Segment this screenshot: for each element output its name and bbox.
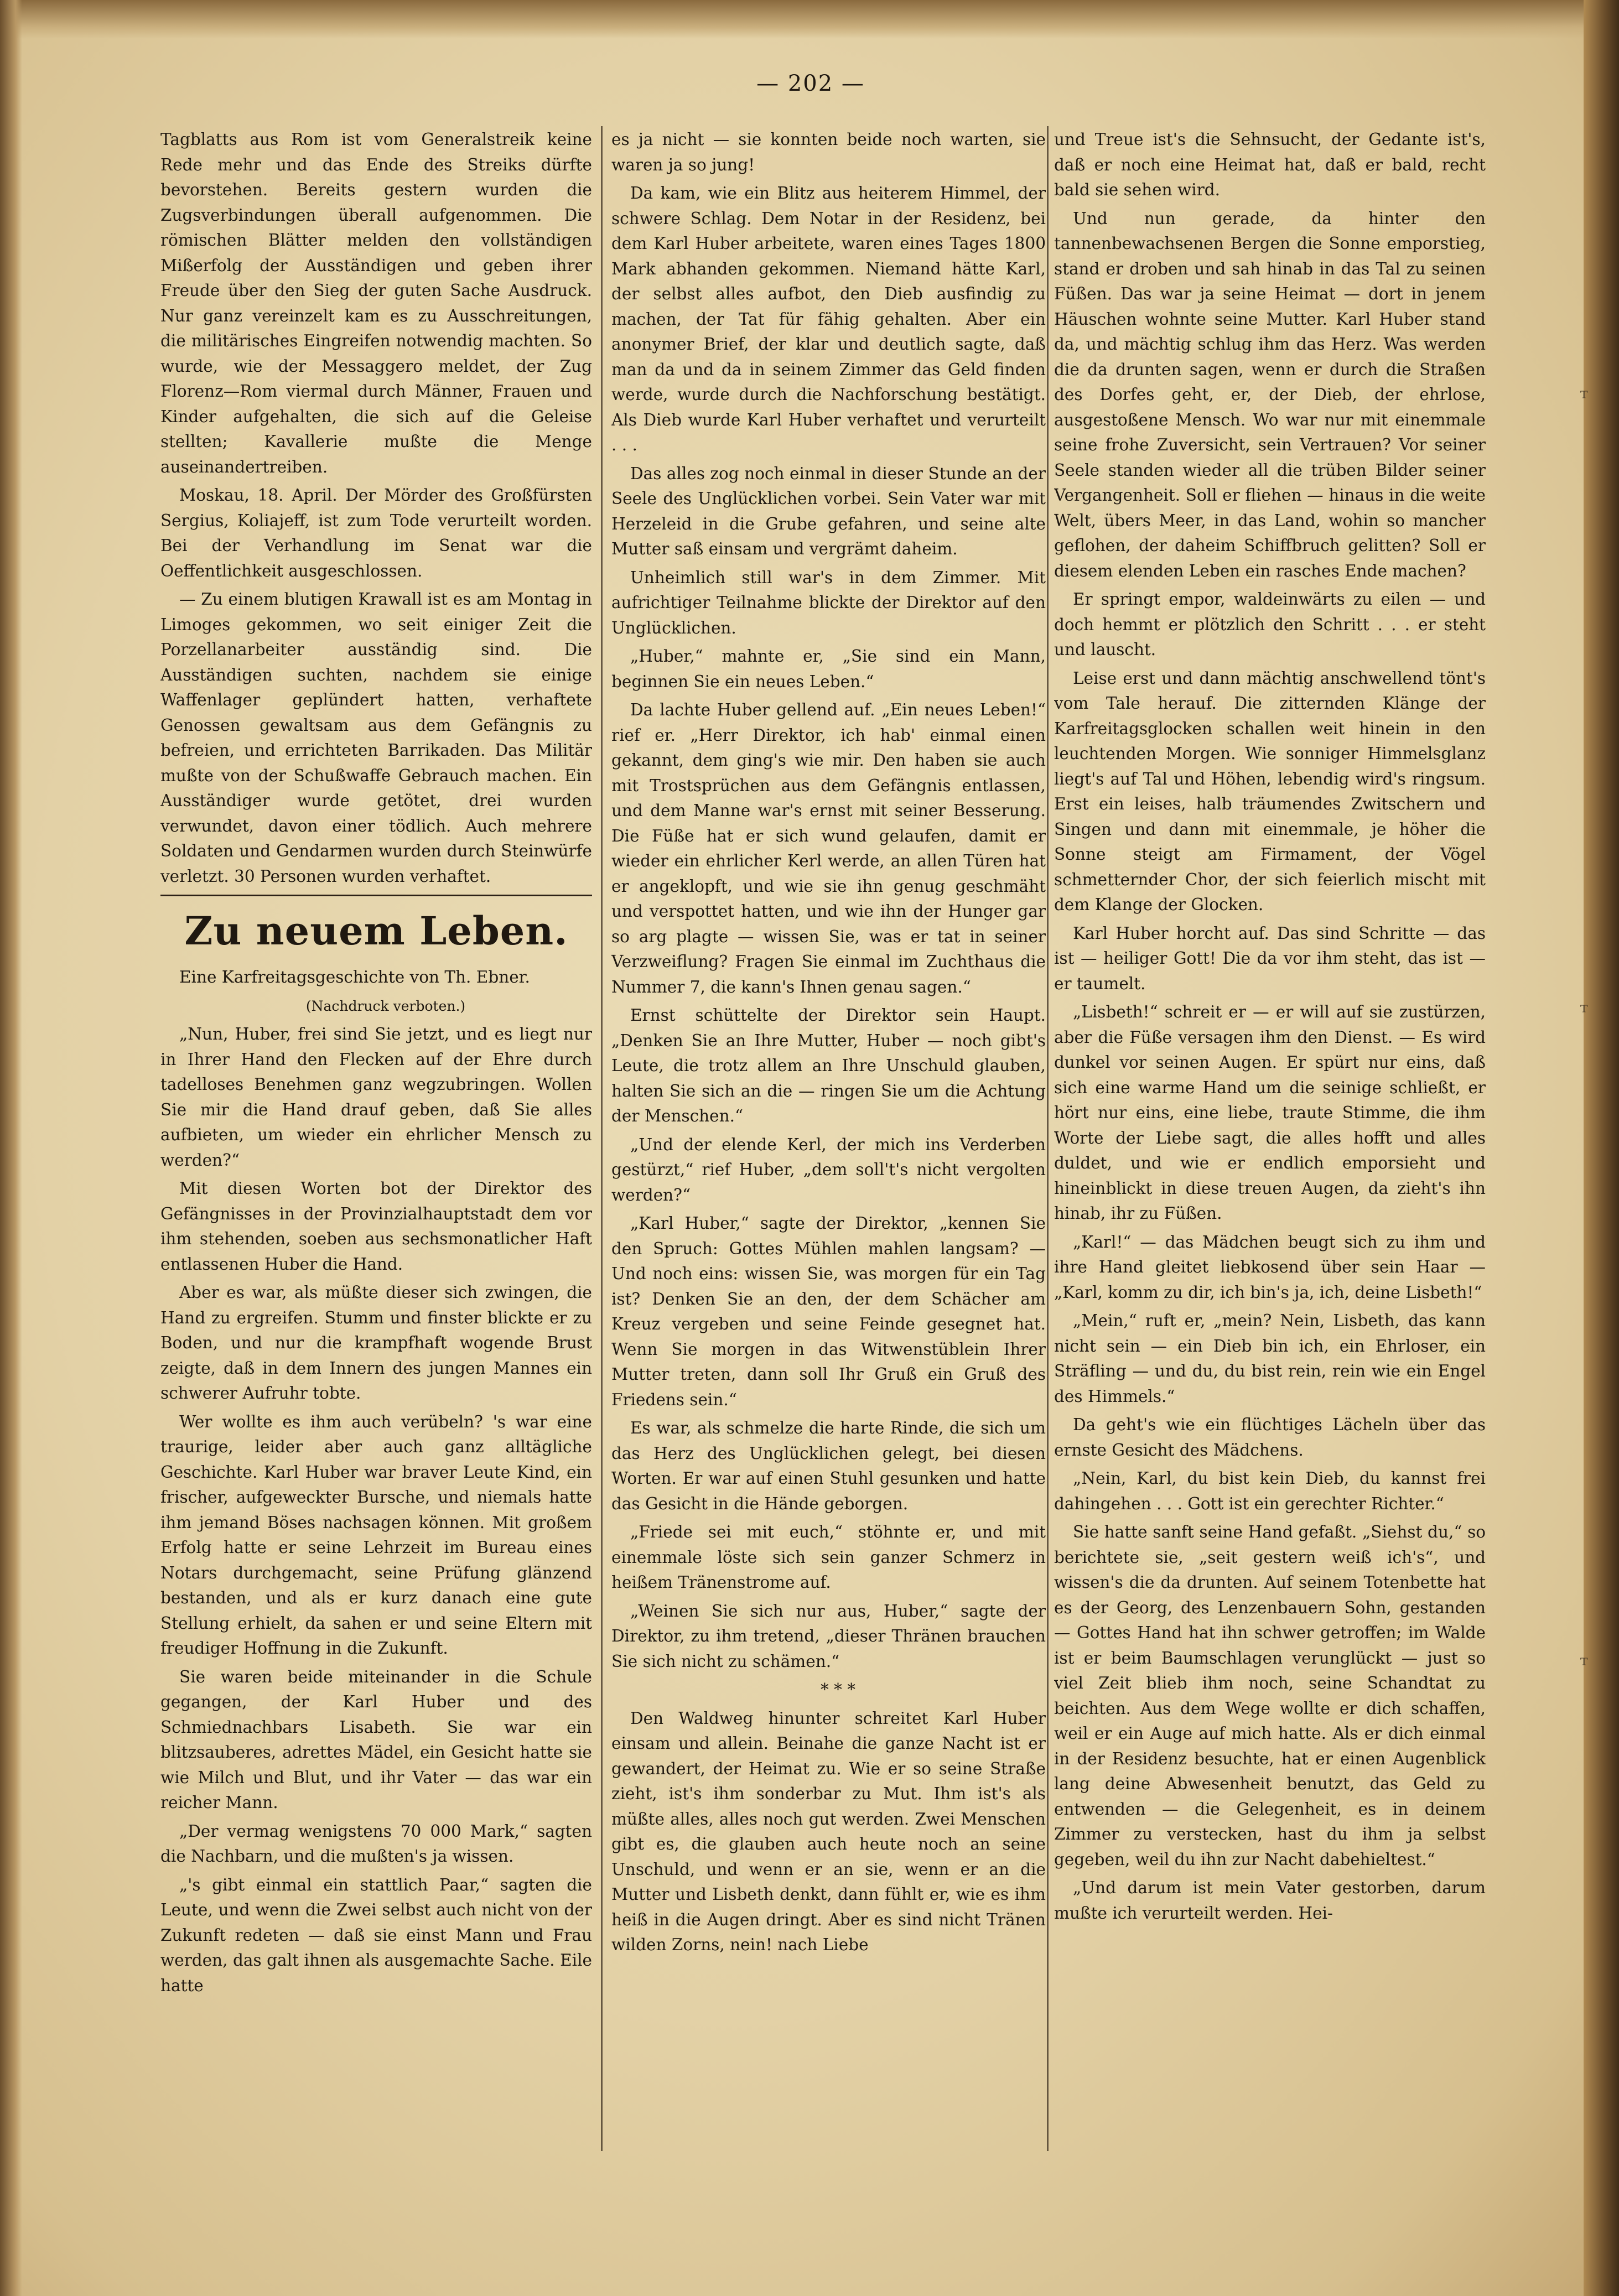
margin-mark: ᵀ: [1580, 1654, 1588, 1675]
column-1: [160, 127, 592, 2163]
story-paragraph: Leise erst und dann mächtig anschwellend tönt's vom Tale herauf. Die zitternden Klänge der Karfreitagsglocken schallen weit hinein in den leuchtenden Morgen. Wie sonniger Himmelsglanz liegt's auf Tal und Höhen, lebendig wird's ringsum. Erst ein leises, halb träumendes Zwitschern und Singen und dann mit einemmale, je höher die Sonne steigt am Firmament, der Vögel schmetternder Chor, der sich feierlich mischt mit dem Klange der Glocken.: [1054, 668, 1486, 914]
news-paragraph: — Zu einem blutigen Krawall ist es am Montag in Limoges gekommen, wo seit einiger Zeit die Porzellanarbeiter ausständig sind. Die Ausständigen suchten, nachdem sie einige Waffenlager geplündert hatten, verhaftete Genossen gewaltsam aus dem Gefängnis zu befreien, und errichteten Barrikaden. Das Militär mußte von der Schußwaffe Gebrauch machen. Ein Ausständiger wurde getötet, drei wurden verwundet, davon einer tödlich. Auch mehrere Soldaten und Gendarmen wurden durch Steinwürfe verletzt. 30 Personen wurden verhaftet.: [160, 590, 592, 886]
story-paragraph: „Lisbeth!“ schreit er — er will auf sie zustürzen, aber die Füße versagen ihm den Dienst. — Es wird dunkel vor seinen Augen. Er spürt nur eins, daß sich eine warme Hand um die seinige schließt, er hört nur eins, eine liebe, traute Stimme, die ihm Worte der Liebe sagt, die alles hofft und alles duldet, und wie er endlich emporsieht und hineinblickt in diese treuen Augen, da zieht's ihn hinab, ihr zu Füßen.: [1054, 1002, 1486, 1223]
story-title: Zu neuem Leben.: [184, 908, 568, 954]
story-paragraph: Mit diesen Worten bot der Direktor des Gefängnisses in der Provinzialhauptstadt dem vor ihm stehenden, soeben aus sechsmonatlicher Haft entlassenen Huber die Hand.: [160, 1179, 592, 1274]
story-paragraph: „Karl Huber,“ sagte der Direktor, „kennen Sie den Spruch: Gottes Mühlen mahlen langsam? — Und noch eins: wissen Sie, was morgen für ein Tag ist? Denken Sie an den, der dem Schächer am Kreuz vergeben und seine Feinde gesegnet hat. Wenn Sie morgen in das Witwenstüblein Ihrer Mutter treten, dann soll Ihr Gruß ein Gruß des Friedens sein.“: [611, 1214, 1046, 1409]
section-divider: [160, 895, 592, 896]
page-left-edge: [0, 0, 22, 2296]
story-paragraph: „Mein,“ ruft er, „mein? Nein, Lisbeth, das kann nicht sein — ein Dieb bin ich, ein Ehrloser, ein Sträfling — und du, du bist rein, rein wie ein Engel des Himmels.“: [1054, 1311, 1486, 1406]
story-paragraph: es ja nicht — sie konnten beide noch warten, sie waren ja so jung!: [611, 130, 1046, 174]
story-paragraph: „Nein, Karl, du bist kein Dieb, du kannst frei dahingehen . . . Gott ist ein gerechter Richter.“: [1054, 1469, 1486, 1513]
page-number: — 202 —: [756, 71, 865, 96]
story-paragraph: Er springt empor, waldeinwärts zu eilen — und doch hemmt er plötzlich den Schritt . . . er steht und lauscht.: [1054, 590, 1486, 659]
story-paragraph: Aber es war, als müßte dieser sich zwingen, die Hand zu ergreifen. Stumm und finster blickte er zu Boden, und nur die krampfhaft wogende Brust zeigte, daß in dem Innern des jungen Mannes ein schwerer Aufruhr tobte.: [160, 1283, 592, 1402]
page-top-edge: [0, 0, 1619, 39]
story-paragraph: Es war, als schmelze die harte Rinde, die sich um das Herz des Unglücklichen gelegt, bei diesen Worten. Er war auf einen Stuhl gesunken und hatte das Gesicht in die Hände geborgen.: [611, 1419, 1046, 1513]
story-paragraph: „Und der elende Kerl, der mich ins Verderben gestürzt,“ rief Huber, „dem soll't's nicht vergolten werden?“: [611, 1135, 1046, 1204]
story-paragraph: Ernst schüttelte der Direktor sein Haupt. „Denken Sie an Ihre Mutter, Huber — noch gibt's Leute, die trotz allem an Ihre Unschuld glauben, halten Sie sich an die — ringen Sie um die Achtung der Menschen.“: [611, 1006, 1046, 1125]
story-paragraph: „Der vermag wenigstens 70 000 Mark,“ sagten die Nachbarn, und die mußten's ja wissen.: [160, 1821, 592, 1866]
story-paragraph: Sie hatte sanft seine Hand gefaßt. „Siehst du,“ so berichtete sie, „seit gestern weiß ich's“, und wissen's die da drunten. Auf seinem Totenbette hat es der Georg, des Lenzenbauern Sohn, gestanden — Gottes Hand hat ihn schwer getroffen; im Walde ist er beim Baumschlagen verunglückt — just so viel Zeit blieb ihm noch, seine Schandtat zu beichten. Aus dem Wege wollte er dich schaffen, weil er ein Auge auf mich hatte. Als er dich einmal in der Residenz besuchte, hat er einen Augenblick lang deine Abwesenheit benutzt, das Geld zu entwenden — die Gelegenheit, es in deinem Zimmer zu verstecken, hast du ihm ja selbst gegeben, weil du ihn zur Nacht dabehieltest.“: [1054, 1523, 1486, 1869]
story-paragraph: „Friede sei mit euch,“ stöhnte er, und mit einemmale löste sich sein ganzer Schmerz in heißem Tränenstrome auf.: [611, 1523, 1046, 1592]
story-byline: Eine Karfreitagsgeschichte von Th. Ebner.: [179, 968, 530, 986]
scene-break: * * *: [820, 1680, 855, 1699]
column-rule: [601, 126, 603, 2151]
story-paragraph: Sie waren beide miteinander in die Schule gegangen, der Karl Huber und des Schmiednachbars Lisabeth. Sie war ein blitzsauberes, adrettes Mädel, ein Gesicht hatte sie wie Milch und Blut, und ihr Vater — das war ein reicher Mann.: [160, 1667, 592, 1812]
story-paragraph: „Und darum ist mein Vater gestorben, darum mußte ich verurteilt werden. Hei-: [1054, 1878, 1486, 1923]
story-paragraph: „Weinen Sie sich nur aus, Huber,“ sagte der Direktor, zu ihm tretend, „dieser Thränen brauchen Sie sich nicht zu schämen.“: [611, 1601, 1046, 1671]
page-binding-edge: [1584, 0, 1619, 2296]
reprint-note: (Nachdruck verboten.): [305, 998, 466, 1014]
column-2: [611, 127, 1046, 2163]
news-paragraph: Moskau, 18. April. Der Mörder des Großfürsten Sergius, Koliajeff, ist zum Tode verurteilt worden. Bei der Verhandlung im Senat war die Oeffentlichkeit ausgeschlossen.: [160, 486, 592, 580]
story-paragraph: Das alles zog noch einmal in dieser Stunde an der Seele des Unglücklichen vorbei. Sein Vater war mit Herzeleid in die Grube gefahren, und seine alte Mutter saß einsam und vergrämt daheim.: [611, 464, 1046, 558]
story-paragraph: Da lachte Huber gellend auf. „Ein neues Leben!“ rief er. „Herr Direktor, ich hab' einmal einen gekannt, dem ging's wie mir. Den haben sie auch mit Trostsprüchen aus dem Gefängnis entlassen, und dem Manne war's ernst mit seiner Besserung. Die Füße hat er sich wund gelaufen, damit er wieder ein ehrlicher Kerl werde, an allen Türen hat er angeklopft, und wie sie ihn genug geschmäht und verspottet hatten, und wie ihn der Hunger gar so arg plagte — wissen Sie, was er tat in seiner Verzweiflung? Fragen Sie einmal im Zuchthaus die Nummer 7, die kann's Ihnen genau sagen.“: [611, 700, 1046, 996]
margin-mark: ᵀ: [1580, 387, 1588, 408]
story-paragraph: Und nun gerade, da hinter den tannenbewachsenen Bergen die Sonne emporstieg, stand er droben und sah hinab in das Tal zu seinen Füßen. Das war ja seine Heimat — dort in jenem Häuschen wohnte seine Mutter. Karl Huber stand da, und mächtig schlug ihm das Herz. Was werden die da drunten sagen, wenn er durch die Straßen des Dorfes geht, er, der Dieb, der ehrlose, ausgestoßene Mensch. Wo war nur mit einemmale seine frohe Zuversicht, sein Vertrauen? Vor seiner Seele standen wieder all die trüben Bilder seiner Vergangenheit. Soll er fliehen — hinaus in die weite Welt, übers Meer, in das Land, wohin so mancher geflohen, der daheim Schiffbruch gelitten? Soll er diesem elenden Leben ein rasches Ende machen?: [1054, 209, 1486, 580]
story-paragraph: Da kam, wie ein Blitz aus heiterem Himmel, der schwere Schlag. Dem Notar in der Residenz, bei dem Karl Huber arbeitete, waren eines Tages 1800 Mark abhanden gekommen. Niemand hätte Karl, der selbst alles aufbot, den Dieb ausfindig zu machen, der Tat für fähig gehalten. Aber ein anonymer Brief, der klar und deutlich sagte, daß man da und da in seinem Zimmer das Geld finden werde, wurde durch die Nachforschung bestätigt. Als Dieb wurde Karl Huber verhaftet und verurteilt . . .: [611, 184, 1046, 454]
column-rule: [1047, 126, 1049, 2151]
story-paragraph: Unheimlich still war's in dem Zimmer. Mit aufrichtiger Teilnahme blickte der Direktor auf den Unglücklichen.: [611, 568, 1046, 637]
column-3: [1054, 127, 1486, 2163]
story-paragraph: Karl Huber horcht auf. Das sind Schritte — das ist — heiliger Gott! Die da vor ihm steht, das ist — er taumelt.: [1054, 923, 1486, 993]
story-paragraph: und Treue ist's die Sehnsucht, der Gedante ist's, daß er noch eine Heimat hat, daß er bald, recht bald sie sehen wird.: [1054, 130, 1486, 199]
story-paragraph: „Huber,“ mahnte er, „Sie sind ein Mann, beginnen Sie ein neues Leben.“: [611, 647, 1046, 691]
story-paragraph: Den Waldweg hinunter schreitet Karl Huber einsam und allein. Beinahe die ganze Nacht ist er gewandert, der Heimat zu. Wie er so seine Straße zieht, ist's ihm sonderbar zu Mut. Ihm ist's als müßte alles, alles noch gut werden. Zwei Menschen gibt es, die glauben auch heute noch an seine Unschuld, und wenn er an sie, wenn er an die Mutter und Lisbeth denkt, dann fühlt er, wie es ihm heiß in die Augen dringt. Aber es sind nicht Tränen wilden Zorns, nein! nach Liebe: [611, 1708, 1046, 1954]
story-paragraph: „'s gibt einmal ein stattlich Paar,“ sagten die Leute, und wenn die Zwei selbst auch nicht von der Zukunft redeten — daß sie einst Mann und Frau werden, das galt ihnen als ausgemachte Sache. Eile hatte: [160, 1875, 592, 1995]
story-paragraph: „Nun, Huber, frei sind Sie jetzt, und es liegt nur in Ihrer Hand den Flecken auf der Ehre durch tadelloses Benehmen ganz wegzubringen. Wollen Sie mir die Hand drauf geben, daß Sie alles aufbieten, um wieder ein ehrlicher Mensch zu werden?“: [160, 1025, 592, 1170]
story-paragraph: „Karl!“ — das Mädchen beugt sich zu ihm und ihre Hand gleitet liebkosend über sein Haar — „Karl, komm zu dir, ich bin's ja, ich, deine Lisbeth!“: [1054, 1232, 1486, 1302]
story-paragraph: Da geht's wie ein flüchtiges Lächeln über das ernste Gesicht des Mädchens.: [1054, 1415, 1486, 1459]
story-paragraph: Wer wollte es ihm auch verübeln? 's war eine traurige, leider aber auch ganz alltägliche Geschichte. Karl Huber war braver Leute Kind, ein frischer, aufgeweckter Bursche, und niemals hatte ihm jemand Böses nachsagen können. Mit großem Erfolg hatte er seine Lehrzeit im Bureau eines Notars durchgemacht, seine Prüfung glänzend bestanden, und als er kurz danach eine gute Stellung erhielt, da sahen er und seine Eltern mit freudiger Hoffnung in die Zukunft.: [160, 1412, 592, 1658]
news-paragraph: Tagblatts aus Rom ist vom Generalstreik keine Rede mehr und das Ende des Streiks dürfte bevorstehen. Bereits gestern wurden die Zugsverbindungen überall aufgenommen. Die römischen Blätter melden den vollständigen Mißerfolg der Ausständigen und geben ihrer Freude über den Sieg der guten Sache Ausdruck. Nur ganz vereinzelt kam es zu Ausschreitungen, die militärisches Eingreifen notwendig machten. So wurde, wie der Messaggero meldet, der Zug Florenz—Rom viermal durch Männer, Frauen und Kinder aufgehalten, die sich auf die Geleise stellten; Kavallerie mußte die Menge auseinandertreiben.: [160, 130, 592, 476]
margin-mark: ᵀ: [1580, 1001, 1588, 1022]
